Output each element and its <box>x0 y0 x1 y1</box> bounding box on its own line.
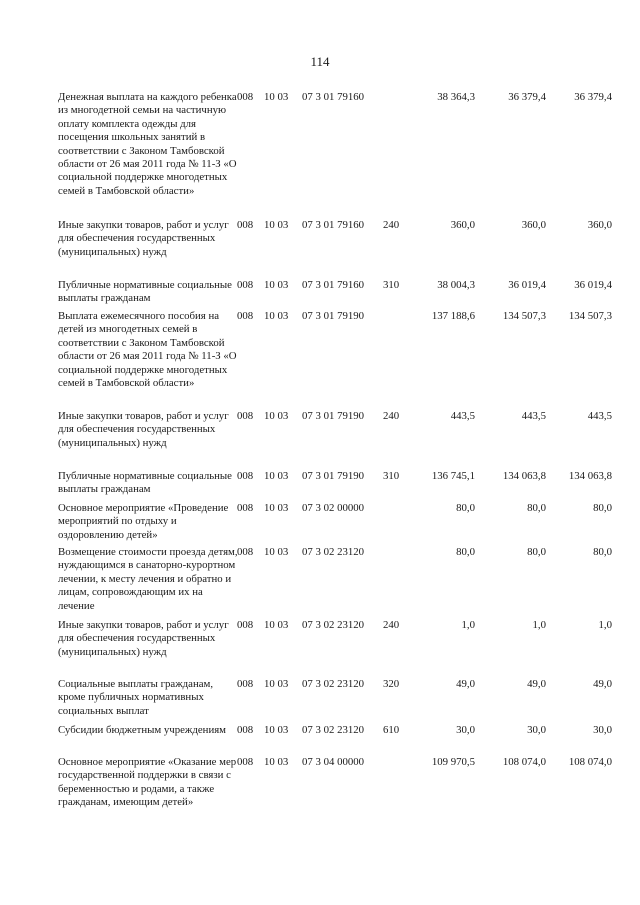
amount-year-3: 134 507,3 <box>568 310 612 322</box>
amount-year-2: 360,0 <box>521 219 546 231</box>
expense-type: 310 <box>383 470 400 482</box>
section-code: 10 03 <box>264 502 289 514</box>
row-name: Основное мероприятие «Проведение мероприятий по отдыху и оздоровлению детей» <box>58 502 229 541</box>
amount-year-1: 38 364,3 <box>437 91 475 103</box>
dept-code: 008 <box>237 219 254 231</box>
amount-year-2: 49,0 <box>527 678 546 690</box>
target-article: 07 3 02 23120 <box>302 724 365 736</box>
dept-code: 008 <box>237 756 254 768</box>
amount-year-1: 80,0 <box>456 502 475 514</box>
section-code: 10 03 <box>264 756 289 768</box>
amount-year-3: 1,0 <box>598 619 612 631</box>
row-name: Иные закупки товаров, работ и услуг для обеспечения государственных (муниципальных) нужд <box>58 410 229 449</box>
dept-code: 008 <box>237 502 254 514</box>
expense-type: 310 <box>383 279 400 291</box>
target-article: 07 3 02 00000 <box>302 502 365 514</box>
target-article: 07 3 02 23120 <box>302 619 365 631</box>
section-code: 10 03 <box>264 724 289 736</box>
amount-year-1: 136 745,1 <box>431 470 475 482</box>
row-name: Иные закупки товаров, работ и услуг для обеспечения государственных (муниципальных) нужд <box>58 619 229 658</box>
amount-year-1: 1,0 <box>461 619 475 631</box>
dept-code: 008 <box>237 279 254 291</box>
amount-year-3: 36 379,4 <box>574 91 612 103</box>
amount-year-3: 80,0 <box>593 502 612 514</box>
amount-year-1: 38 004,3 <box>437 279 475 291</box>
amount-year-2: 36 379,4 <box>508 91 546 103</box>
amount-year-2: 80,0 <box>527 546 546 558</box>
expense-type: 610 <box>383 724 400 736</box>
amount-year-3: 134 063,8 <box>568 470 612 482</box>
page-number: 114 <box>310 54 330 69</box>
target-article: 07 3 04 00000 <box>302 756 365 768</box>
section-code: 10 03 <box>264 470 289 482</box>
row-name: Социальные выплаты гражданам, кроме публичных нормативных социальных выплат <box>58 678 214 717</box>
target-article: 07 3 01 79160 <box>302 91 365 103</box>
amount-year-2: 1,0 <box>532 619 546 631</box>
row-name: Иные закупки товаров, работ и услуг для обеспечения государственных (муниципальных) нужд <box>58 219 229 258</box>
section-code: 10 03 <box>264 91 289 103</box>
section-code: 10 03 <box>264 279 289 291</box>
row-name: Денежная выплата на каждого ребенка из многодетной семьи на частичную оплату комплекта одежды для посещения школьных занятий в соответствии с Законом Тамбовской области от 26 мая 2011 года № 11-З «О социальной поддержке многодетных семей в Тамбовской области» <box>58 91 237 197</box>
dept-code: 008 <box>237 91 254 103</box>
row-name: Выплата ежемесячного пособия на детей из многодетных семей в соответствии с Законом Тамбовской области от 26 мая 2011 года № 11-З «О социальной поддержке многодетных семей в Тамбовской области» <box>58 310 237 390</box>
dept-code: 008 <box>237 724 254 736</box>
amount-year-1: 137 188,6 <box>431 310 475 322</box>
amount-year-3: 443,5 <box>587 410 612 422</box>
amount-year-2: 134 507,3 <box>502 310 546 322</box>
row-name: Публичные нормативные социальные выплаты гражданам <box>58 279 232 305</box>
row-name: Возмещение стоимости проезда детям, нуждающимся в санаторно-курортном лечении, к месту лечения и обратно и лицам, сопровождающим их на лечение <box>58 546 238 612</box>
amount-year-3: 360,0 <box>587 219 612 231</box>
amount-year-2: 36 019,4 <box>508 279 546 291</box>
target-article: 07 3 02 23120 <box>302 546 365 558</box>
amount-year-1: 109 970,5 <box>431 756 475 768</box>
row-name: Основное мероприятие «Оказание мер государственной поддержки в связи с беременностью и родами, а также гражданам, имеющим детей» <box>58 756 237 809</box>
row-name: Субсидии бюджетным учреждениям <box>58 724 227 736</box>
section-code: 10 03 <box>264 219 289 231</box>
dept-code: 008 <box>237 470 254 482</box>
amount-year-2: 108 074,0 <box>502 756 546 768</box>
target-article: 07 3 01 79160 <box>302 279 365 291</box>
amount-year-3: 80,0 <box>593 546 612 558</box>
amount-year-1: 49,0 <box>456 678 475 690</box>
section-code: 10 03 <box>264 546 289 558</box>
row-name: Публичные нормативные социальные выплаты гражданам <box>58 470 232 496</box>
amount-year-1: 30,0 <box>456 724 475 736</box>
amount-year-2: 80,0 <box>527 502 546 514</box>
amount-year-2: 443,5 <box>521 410 546 422</box>
amount-year-2: 30,0 <box>527 724 546 736</box>
target-article: 07 3 01 79160 <box>302 219 365 231</box>
dept-code: 008 <box>237 546 254 558</box>
section-code: 10 03 <box>264 619 289 631</box>
section-code: 10 03 <box>264 678 289 690</box>
amount-year-3: 30,0 <box>593 724 612 736</box>
target-article: 07 3 01 79190 <box>302 410 365 422</box>
section-code: 10 03 <box>264 310 289 322</box>
expense-type: 320 <box>383 678 400 690</box>
amount-year-1: 80,0 <box>456 546 475 558</box>
amount-year-1: 443,5 <box>450 410 475 422</box>
dept-code: 008 <box>237 410 254 422</box>
target-article: 07 3 02 23120 <box>302 678 365 690</box>
target-article: 07 3 01 79190 <box>302 470 365 482</box>
amount-year-1: 360,0 <box>450 219 475 231</box>
dept-code: 008 <box>237 310 254 322</box>
dept-code: 008 <box>237 619 254 631</box>
amount-year-3: 36 019,4 <box>574 279 612 291</box>
target-article: 07 3 01 79190 <box>302 310 365 322</box>
dept-code: 008 <box>237 678 254 690</box>
amount-year-3: 108 074,0 <box>568 756 612 768</box>
amount-year-2: 134 063,8 <box>502 470 546 482</box>
expense-type: 240 <box>383 219 400 231</box>
amount-year-3: 49,0 <box>593 678 612 690</box>
expense-type: 240 <box>383 410 400 422</box>
expense-type: 240 <box>383 619 400 631</box>
section-code: 10 03 <box>264 410 289 422</box>
